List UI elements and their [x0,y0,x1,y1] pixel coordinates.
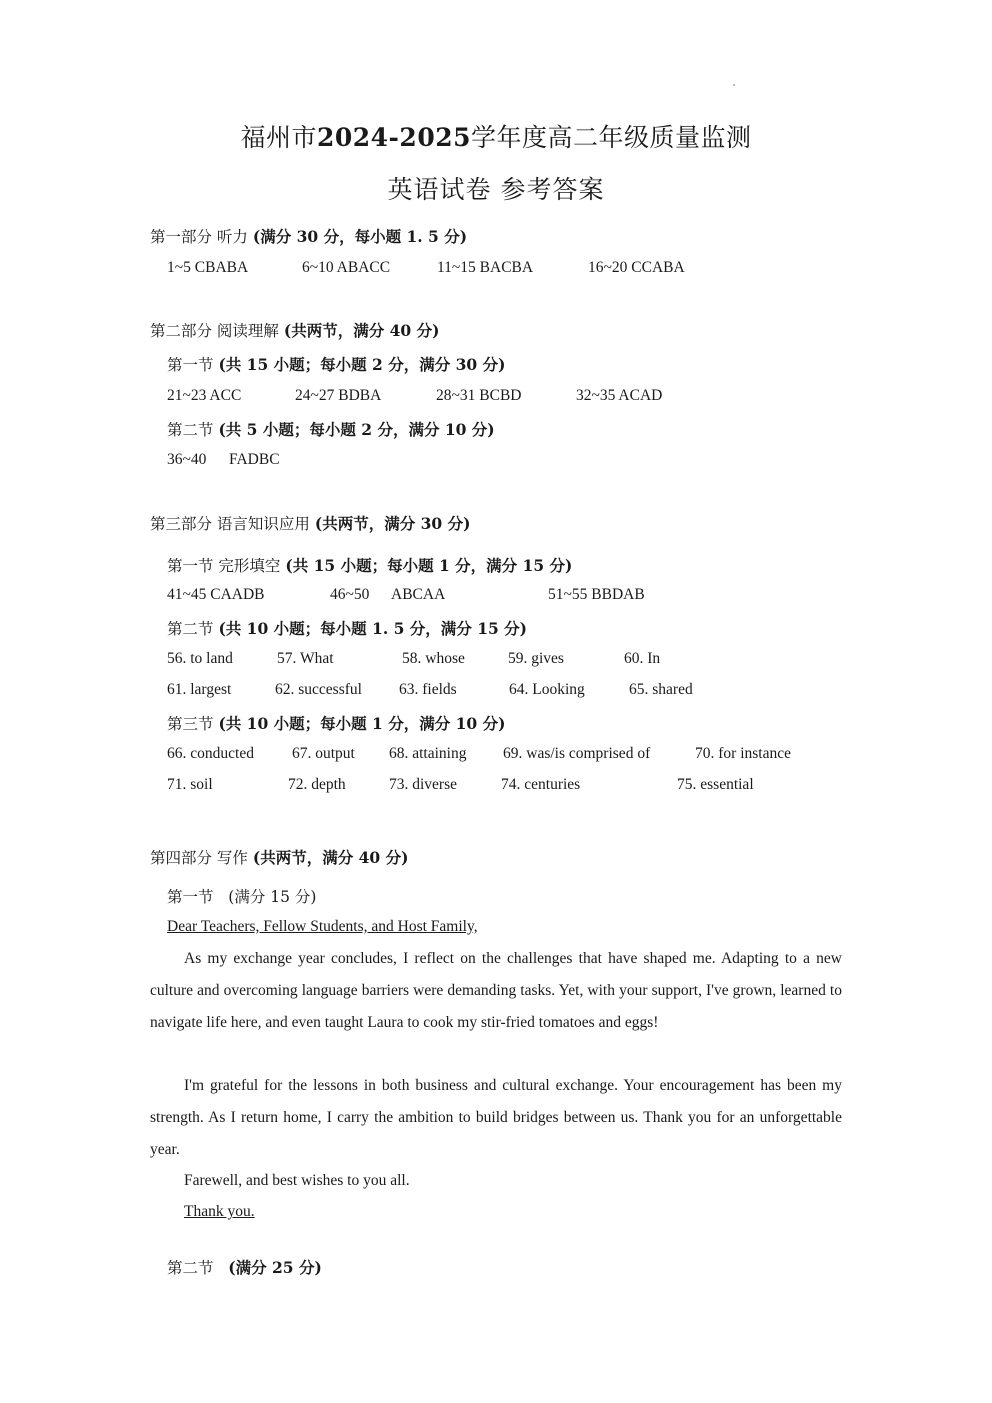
answer-item: 73. diverse [389,776,458,793]
section-label: 第一节 [167,888,214,906]
part3-score-note: (共两节，满分 30 分) [314,514,471,533]
section-score-note: (共 10 小题；每小题 1. 5 分，满分 15 分) [218,619,528,638]
answer-item: 72. depth [288,776,346,793]
part4-sec1-heading [167,885,316,907]
title-year: 2024-2025 [316,123,472,152]
part1-heading [150,225,467,247]
letter-salutation: Dear Teachers, Fellow Students, and Host Family, [167,918,478,935]
section-score-note: (共 10 小题；每小题 1 分，满分 10 分) [218,714,506,733]
answer-item: 59. gives [508,650,564,667]
section-score-note: (共 5 小题；每小题 2 分，满分 10 分) [218,420,495,439]
document-title [0,118,992,154]
answer-group: 1~5 CBABA [167,259,249,276]
part4-score-note: (共两节，满分 40 分) [252,848,409,867]
answer-group: 16~20 CCABA [588,259,685,276]
answer-item: 70. for instance [695,745,791,762]
section-score-note: (满分 25 分) [228,1258,322,1277]
answer-item: 71. soil [167,776,213,793]
letter-closing: Thank you. [184,1203,255,1220]
part3-heading [150,512,470,534]
title-suffix: 学年度高二年级质量监测 [471,123,752,152]
answer-item: 61. largest [167,681,232,698]
part2-heading [150,319,439,341]
answer-group: 32~35 ACAD [576,387,663,404]
document-subtitle: 英语试卷 参考答案 [387,175,605,204]
answer-item: 74. centuries [501,776,581,793]
answer-group: ABCAA [391,586,446,603]
part3-sec2-heading [167,617,527,639]
answer-item: 63. fields [399,681,457,698]
part2-title: 第二部分 阅读理解 [150,322,279,340]
part1-title: 第一部分 听力 [150,228,248,246]
answer-range: 36~40 [167,451,207,468]
letter-paragraph: As my exchange year concludes, I reflect on the challenges that have shaped me. Adapting to a new culture and overcoming language barriers were demanding tasks. Yet, with your support, I've grown, learned to navigate life here, and even taught Laura to cook my stir-fried tomatoes and eggs! [150,950,842,1031]
section-label: 第一节 完形填空 [167,557,281,575]
letter-paragraph: Farewell, and best wishes to you all. [184,1172,410,1189]
section-label: 第二节 [167,421,214,439]
section-score-note: (共 15 小题；每小题 1 分，满分 15 分) [285,556,573,575]
part2-sec1-heading [167,353,505,375]
answer-group: 6~10 ABACC [302,259,391,276]
section-score-note: (共 15 小题；每小题 2 分，满分 30 分) [218,355,506,374]
section-label: 第一节 [167,356,214,374]
answer-item: 56. to land [167,650,233,667]
answer-range: 46~50 [330,586,370,603]
answer-item: 60. In [624,650,661,667]
title-city: 福州市 [240,123,317,152]
part4-heading [150,846,408,868]
answer-group: FADBC [229,451,280,468]
section-label: 第二节 [167,1259,214,1277]
answer-item: 69. was/is comprised of [503,745,651,762]
part4-sec2-heading [167,1256,322,1278]
part2-sec2-heading [167,418,495,440]
section-label: 第二节 [167,620,214,638]
answer-item: 65. shared [629,681,693,698]
part3-sec3-heading [167,712,505,734]
answer-item: 68. attaining [389,745,467,762]
answer-group: 11~15 BACBA [437,259,534,276]
answer-group: 28~31 BCBD [436,387,522,404]
part3-sec1-heading [167,554,572,576]
section-label: 第三节 [167,715,214,733]
part1-score-note: (满分 30 分，每小题 1. 5 分) [252,227,468,246]
answer-item: 62. successful [275,681,362,698]
answer-group: 41~45 CAADB [167,586,265,603]
answer-item: 66. conducted [167,745,254,762]
answer-item: 64. Looking [509,681,585,698]
answer-item: 58. whose [402,650,465,667]
scan-speck [733,84,735,86]
answer-group: 21~23 ACC [167,387,242,404]
answer-group: 24~27 BDBA [295,387,382,404]
letter-paragraph: I'm grateful for the lessons in both business and cultural exchange. Your encouragement has been my strength. As I return home, I carry the ambition to build bridges between us. Thank you for an unforgettable year. [150,1077,842,1158]
answer-group: 51~55 BBDAB [548,586,645,603]
answer-item: 67. output [292,745,355,762]
section-score-note: (满分 15 分) [228,888,317,906]
part3-title: 第三部分 语言知识应用 [150,515,310,533]
part4-title: 第四部分 写作 [150,849,248,867]
answer-item: 75. essential [677,776,754,793]
answer-item: 57. What [277,650,334,667]
part2-score-note: (共两节，满分 40 分) [283,321,440,340]
